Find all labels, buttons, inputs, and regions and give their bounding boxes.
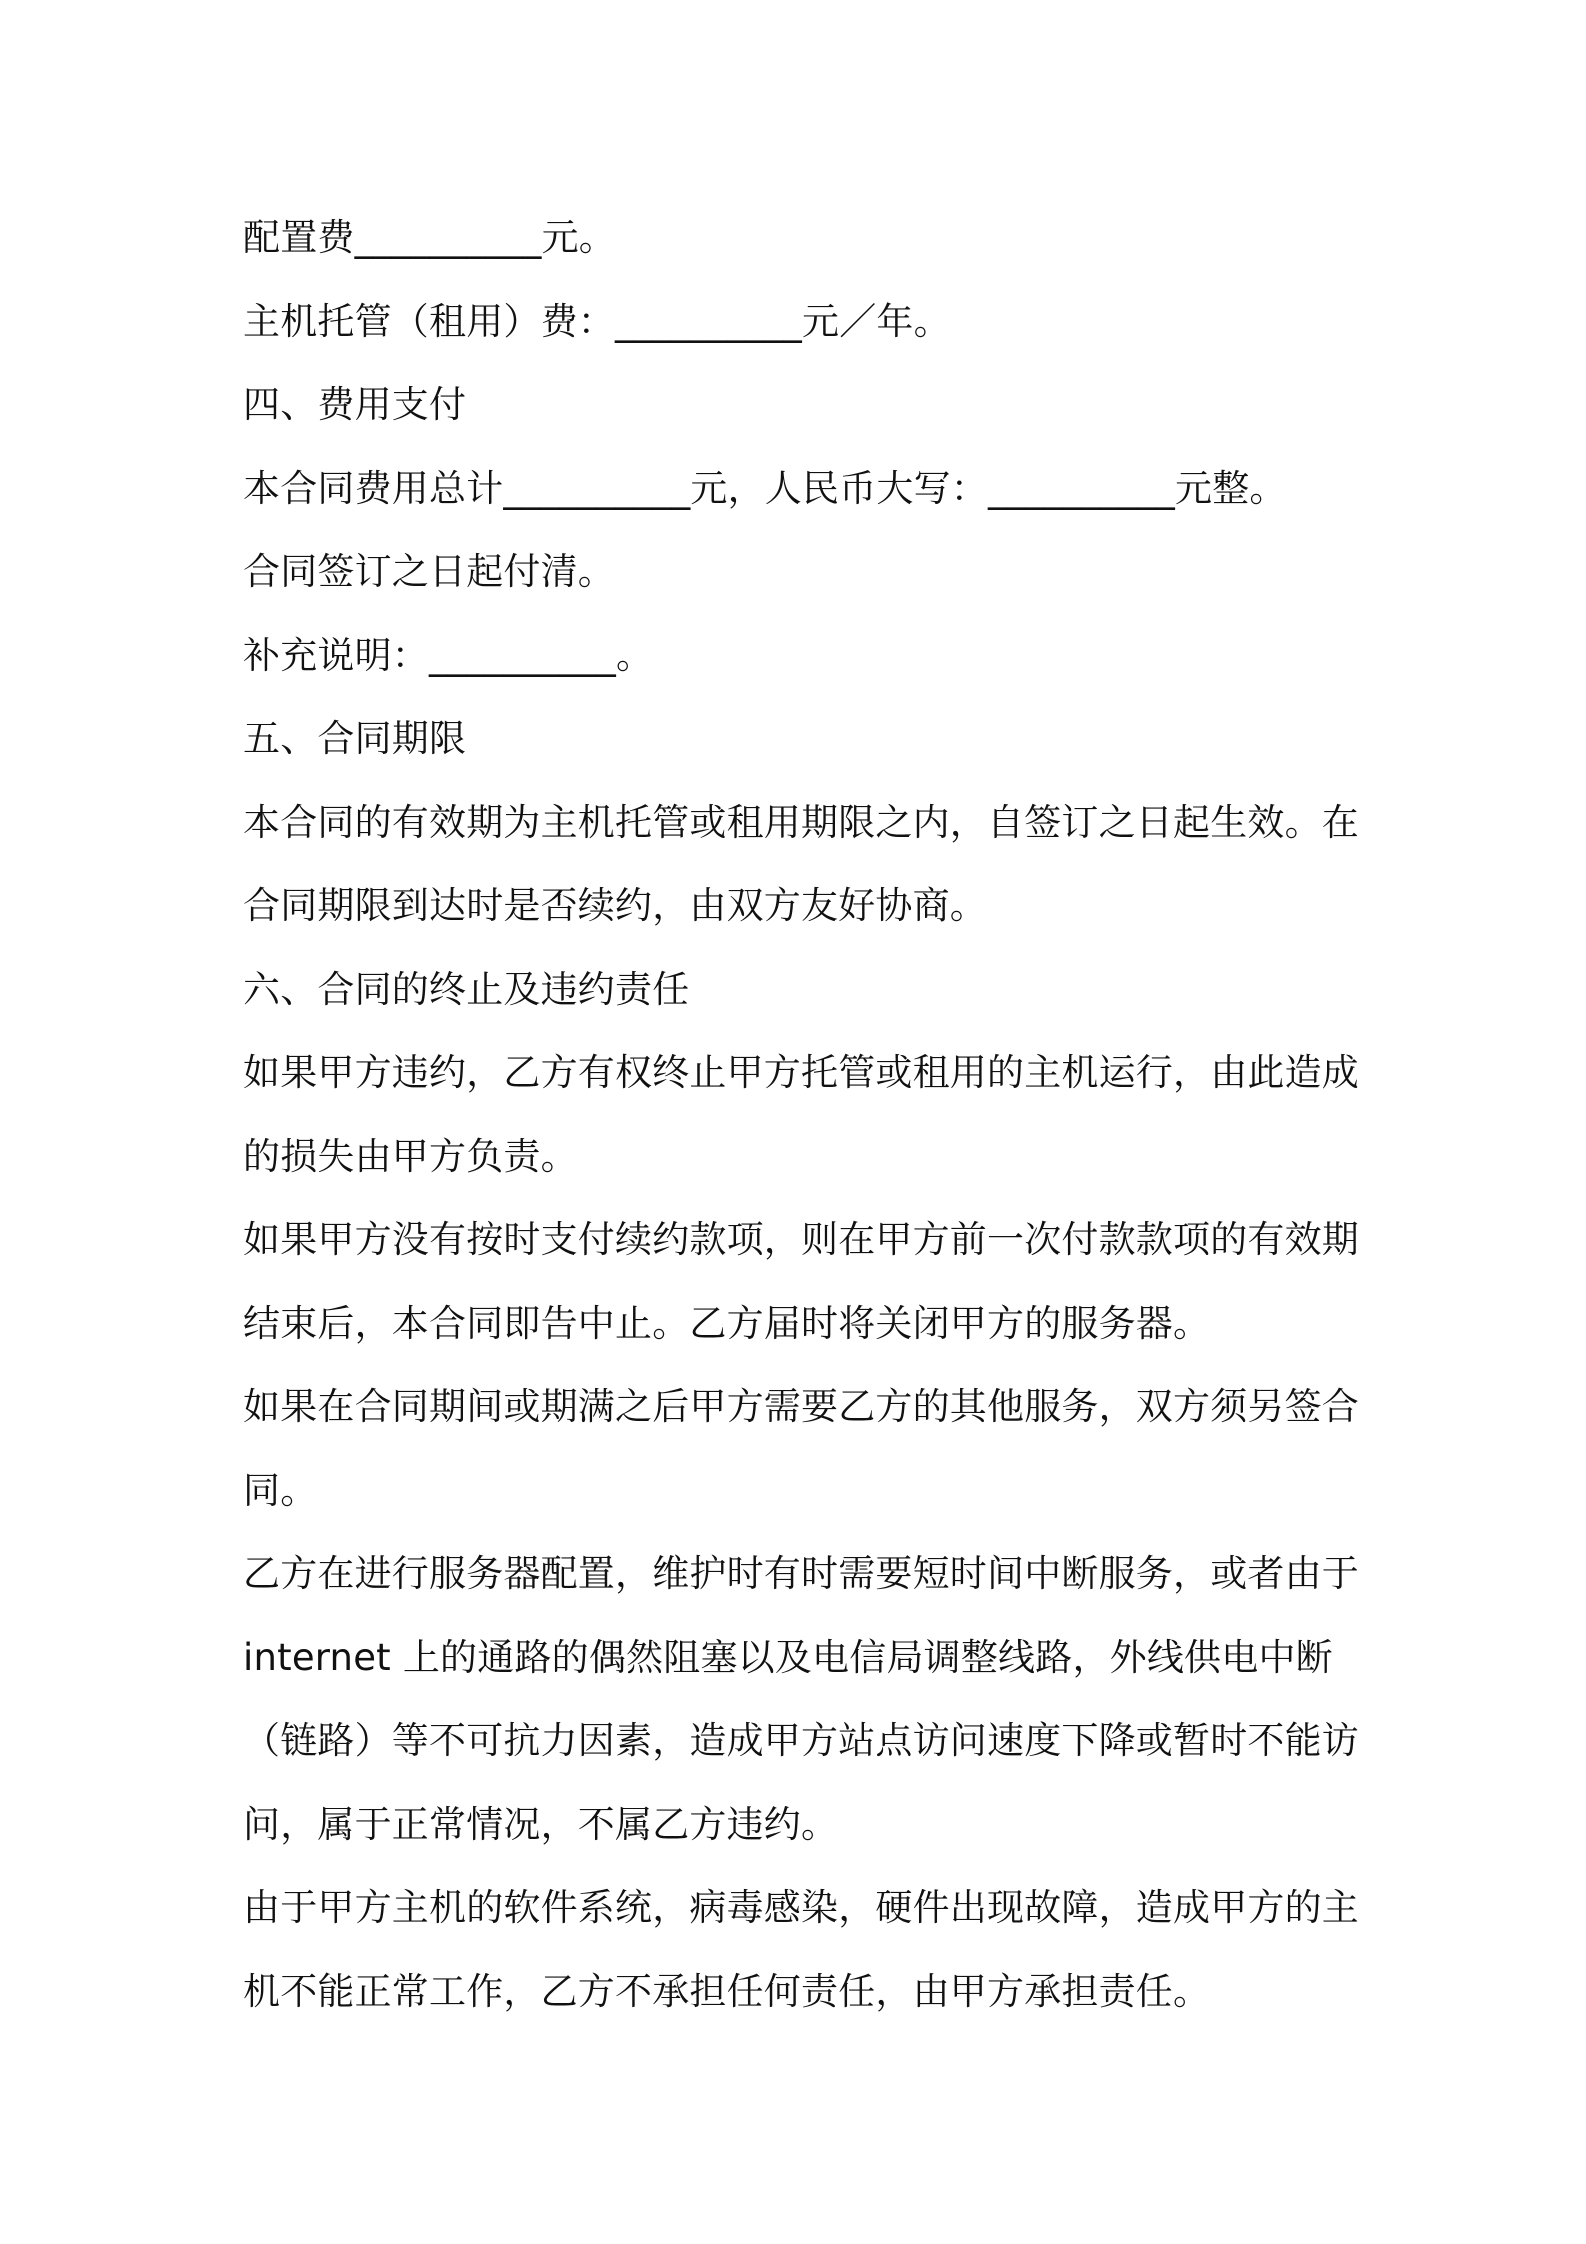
text-line: 的损失由甲方负责。	[243, 1134, 578, 1178]
text-line: 机不能正常工作，乙方不承担任何责任，由甲方承担责任。	[243, 1969, 1211, 2013]
text-line: internet 上的通路的偶然阻塞以及电信局调整线路，外线供电中断	[243, 1635, 1333, 1679]
text-line: 主机托管（租用）费：__________元／年。	[243, 299, 951, 343]
text-line: 由于甲方主机的软件系统，病毒感染，硬件出现故障，造成甲方的主	[243, 1886, 1359, 1929]
text-line: 问，属于正常情况，不属乙方违约。	[243, 1802, 839, 1846]
text-line: 乙方在进行服务器配置，维护时有时需要短时间中断服务，或者由于	[243, 1552, 1359, 1595]
text-line: 配置费__________元。	[243, 216, 616, 259]
text-line: 结束后，本合同即告中止。乙方届时将关闭甲方的服务器。	[243, 1301, 1211, 1345]
text-line: 如果在合同期间或期满之后甲方需要乙方的其他服务，双方须另签合	[243, 1385, 1359, 1428]
text-line: 合同签订之日起付清。	[243, 550, 615, 593]
text-line: 本合同费用总计__________元，人民币大写：__________元整。	[243, 466, 1287, 510]
document-body	[243, 196, 1363, 2033]
text-line: 如果甲方违约，乙方有权终止甲方托管或租用的主机运行，由此造成	[243, 1051, 1359, 1094]
section-heading: 四、费用支付	[243, 383, 467, 426]
text-line: 本合同的有效期为主机托管或租用期限之内，自签订之日起生效。在	[243, 800, 1359, 844]
text-line: 合同期限到达时是否续约，由双方友好协商。	[243, 884, 987, 927]
text-line: 同。	[243, 1468, 318, 1512]
section-heading: 五、合同期限	[243, 717, 467, 760]
text-line: （链路）等不可抗力因素，造成甲方站点访问速度下降或暂时不能访	[243, 1719, 1359, 1762]
text-line: 补充说明：__________。	[243, 633, 654, 677]
text-line: 如果甲方没有按时支付续约款项，则在甲方前一次付款款项的有效期	[243, 1218, 1359, 1261]
section-heading: 六、合同的终止及违约责任	[243, 967, 690, 1011]
